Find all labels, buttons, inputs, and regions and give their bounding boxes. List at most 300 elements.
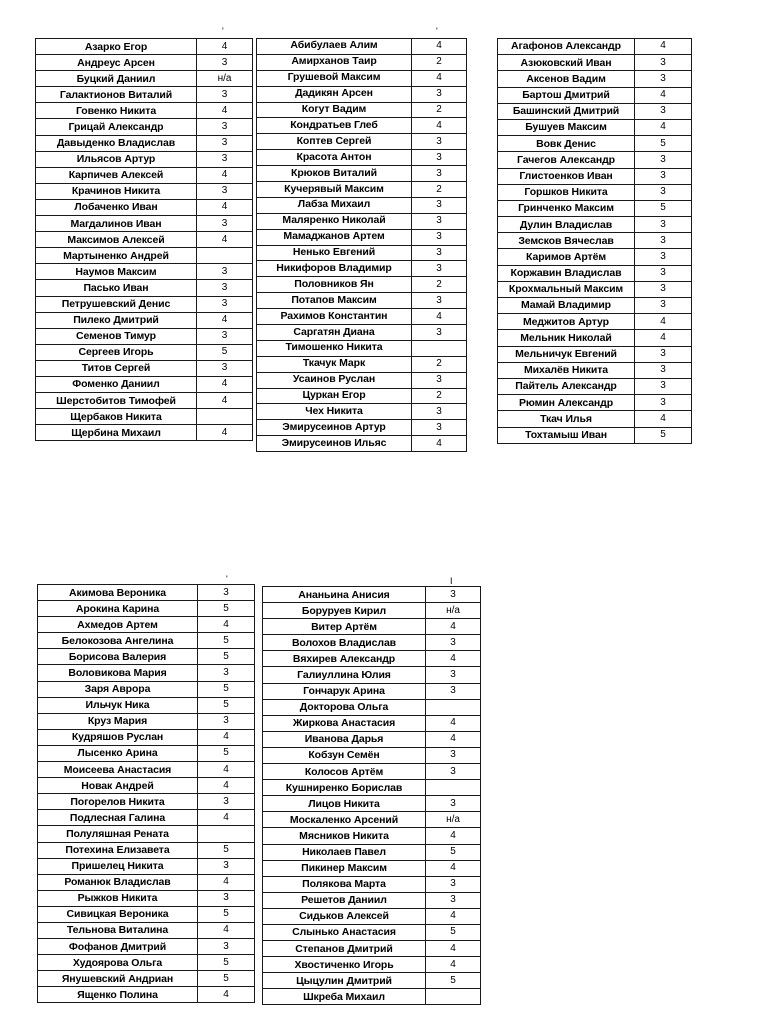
table-row [257,182,467,198]
grade-cell: 3 [412,245,467,261]
student-name: Круз Мария [38,713,198,729]
grade-cell: 4 [426,860,481,876]
student-name: Сергеев Игорь [36,344,197,360]
student-name: Коптев Сергей [257,134,412,150]
student-name: Эмирусеинов Артур [257,420,412,436]
table-row [498,87,692,103]
grade-cell: 3 [412,166,467,182]
grade-cell: 5 [426,924,481,940]
table-row [257,54,467,70]
grade-cell: 3 [635,152,692,168]
student-name: Галиуллина Юлия [263,667,426,683]
grade-cell: 5 [198,697,255,713]
grade-cell: 3 [197,328,253,344]
student-name: Пилеко Дмитрий [36,312,197,328]
student-name: Крачинов Никита [36,183,197,199]
table-row [257,404,467,420]
student-name: Цыцулин Дмитрий [263,973,426,989]
table-row [263,828,481,844]
grade-cell [197,248,253,264]
student-name: Вовк Денис [498,136,635,152]
grade-cell: 4 [412,436,467,452]
grade-cell: 4 [426,619,481,635]
table-row [498,119,692,135]
grade-cell: 4 [635,411,692,427]
student-name: Рюмин Александр [498,395,635,411]
table-row [257,245,467,261]
table-row [36,425,253,441]
grade-cell: 5 [197,344,253,360]
student-name: Дулин Владислав [498,217,635,233]
table-row [263,651,481,667]
table-row [38,633,255,649]
column-header-mark: ' [226,574,228,584]
student-name: Аксенов Вадим [498,71,635,87]
student-name: Глистоенков Иван [498,168,635,184]
table-row [257,70,467,86]
table-row [257,325,467,341]
grade-cell: 4 [635,39,692,55]
grade-cell: 5 [198,971,255,987]
grade-cell: 3 [635,281,692,297]
table-row [36,328,253,344]
table-row [257,277,467,293]
table-row [38,858,255,874]
table-row [263,764,481,780]
table-row [498,427,692,443]
student-name: Ткач Илья [498,411,635,427]
grade-cell: 3 [635,346,692,362]
grade-cell: 3 [426,796,481,812]
grade-cell: 3 [412,134,467,150]
table-row [38,729,255,745]
grade-cell: 3 [412,372,467,388]
table-row [38,810,255,826]
grade-cell: 2 [412,356,467,372]
table-row [38,890,255,906]
grade-cell: 3 [635,233,692,249]
student-name: Борисова Валерия [38,649,198,665]
table-row [257,356,467,372]
table-row [498,39,692,55]
student-name: Галактионов Виталий [36,87,197,103]
grade-cell: 4 [197,103,253,119]
table-row [38,842,255,858]
grade-cell: 3 [635,103,692,119]
grade-cell: 3 [426,683,481,699]
student-name: Ильчук Ника [38,697,198,713]
student-name: Шерстобитов Тимофей [36,393,197,409]
student-name: Кучерявый Максим [257,182,412,198]
student-name: Ахмедов Артем [38,617,198,633]
table-row [263,699,481,715]
table-row [38,681,255,697]
column-header-mark: I [450,576,453,586]
grade-cell: 4 [426,957,481,973]
student-name: Рыжков Никита [38,890,198,906]
table-row [498,378,692,394]
table-row [263,892,481,908]
grade-cell: 3 [635,362,692,378]
grade-cell: 5 [635,136,692,152]
table-row [36,280,253,296]
student-name: Ананьина Анисия [263,587,426,603]
grade-cell: 5 [426,973,481,989]
student-name: Агафонов Александр [498,39,635,55]
table-row [263,973,481,989]
student-name: Амирханов Таир [257,54,412,70]
table-row [257,340,467,356]
student-name: Потапов Максим [257,293,412,309]
table-row [257,118,467,134]
student-name: Погорелов Никита [38,794,198,810]
table-row [38,874,255,890]
grade-cell: 4 [412,309,467,325]
table-row [36,199,253,215]
table-row [257,150,467,166]
student-name: Арокина Карина [38,601,198,617]
grade-cell [197,409,253,425]
student-name: Мартыненко Андрей [36,248,197,264]
table-row [38,665,255,681]
student-name: Лысенко Арина [38,745,198,761]
student-name: Кушниренко Борислав [263,780,426,796]
student-name: Мамай Владимир [498,298,635,314]
table-row [38,971,255,987]
table-row [257,166,467,182]
grade-cell: 5 [198,633,255,649]
table-row [36,360,253,376]
table-row [498,346,692,362]
table-row [38,955,255,971]
student-name: Крюков Виталий [257,166,412,182]
student-name: Говенко Никита [36,103,197,119]
table-row [263,812,481,828]
student-name: Гончарук Арина [263,683,426,699]
table-row [263,924,481,940]
table-row [38,745,255,761]
student-name: Рахимов Константин [257,309,412,325]
grade-cell: 3 [635,217,692,233]
table-row [263,957,481,973]
grade-cell: 3 [412,420,467,436]
grades-table-3 [497,38,692,444]
grade-cell: 4 [198,617,255,633]
student-name: Эмирусеинов Ильяс [257,436,412,452]
grade-cell: 2 [412,182,467,198]
student-name: Тимошенко Никита [257,340,412,356]
table-row [257,388,467,404]
student-name: Заря Аврора [38,681,198,697]
table-row [38,601,255,617]
student-name: Потехина Елизавета [38,842,198,858]
table-row [498,184,692,200]
grade-cell: 4 [198,874,255,890]
grade-cell: 2 [412,277,467,293]
table-row [36,103,253,119]
grade-cell: 3 [426,892,481,908]
student-name: Лобаченко Иван [36,199,197,215]
table-row [38,939,255,955]
grade-cell: 3 [412,404,467,420]
grade-cell: 3 [426,876,481,892]
grade-cell: 3 [635,168,692,184]
student-name: Ященко Полина [38,987,198,1003]
student-name: Пасько Иван [36,280,197,296]
table-row [498,298,692,314]
table-row [36,264,253,280]
grade-cell: 3 [412,86,467,102]
grade-cell [412,340,467,356]
grade-cell: 3 [197,280,253,296]
student-name: Янушевский Андриан [38,971,198,987]
student-name: Пикинер Максим [263,860,426,876]
table-row [257,229,467,245]
student-name: Петрушевский Денис [36,296,197,312]
table-row [498,168,692,184]
grade-cell [426,780,481,796]
grade-cell: 3 [412,150,467,166]
grade-cell: 4 [197,376,253,392]
student-name: Буцкий Даниил [36,71,197,87]
table-row [263,731,481,747]
grade-cell: 3 [635,395,692,411]
student-name: Андреус Арсен [36,55,197,71]
table-row [263,780,481,796]
student-name: Меджитов Артур [498,314,635,330]
grade-cell: 3 [426,747,481,763]
table-row [263,941,481,957]
student-name: Мельник Николай [498,330,635,346]
grades-table-2 [256,38,467,452]
grade-cell: 3 [197,296,253,312]
grade-cell: 5 [198,649,255,665]
table-row [38,585,255,601]
student-name: Полякова Марта [263,876,426,892]
table-row [36,151,253,167]
table-row [36,216,253,232]
table-row [257,261,467,277]
grade-cell: 3 [426,764,481,780]
student-name: Пайтель Александр [498,378,635,394]
student-name: Воловикова Мария [38,665,198,681]
table-row [263,683,481,699]
table-row [263,587,481,603]
grade-cell: 4 [198,729,255,745]
grade-cell: 3 [198,665,255,681]
table-row [36,312,253,328]
table-row [263,989,481,1005]
student-name: Кудряшов Руслан [38,729,198,745]
student-name: Саргатян Диана [257,325,412,341]
student-name: Романюк Владислав [38,874,198,890]
student-name: Абибулаев Алим [257,39,412,55]
student-name: Иванова Дарья [263,731,426,747]
table-row [498,314,692,330]
table-row [36,39,253,55]
table-row [257,86,467,102]
student-name: Земсков Вячеслав [498,233,635,249]
grade-cell: 3 [635,378,692,394]
grade-cell: 3 [412,325,467,341]
grade-cell: 4 [197,393,253,409]
student-name: Витер Артём [263,619,426,635]
student-name: Сидьков Алексей [263,908,426,924]
grade-cell: 3 [197,264,253,280]
grade-cell: 3 [635,265,692,281]
grade-cell: 3 [198,794,255,810]
grade-cell: 3 [635,55,692,71]
grade-cell: н/а [426,812,481,828]
student-name: Мясников Никита [263,828,426,844]
table-row [38,778,255,794]
table-row [36,167,253,183]
grade-cell: 3 [197,360,253,376]
student-name: Давыденко Владислав [36,135,197,151]
table-row [263,635,481,651]
table-row [498,136,692,152]
student-name: Башинский Дмитрий [498,103,635,119]
grade-cell: 3 [635,298,692,314]
grade-cell: 4 [197,167,253,183]
table-row [38,906,255,922]
student-name: Моисеева Анастасия [38,762,198,778]
student-name: Михалёв Никита [498,362,635,378]
table-row [36,71,253,87]
student-name: Грицай Александр [36,119,197,135]
grade-cell: 3 [197,151,253,167]
grades-table-4 [37,584,255,1003]
grade-cell: 3 [198,890,255,906]
grade-cell: 4 [426,941,481,957]
grade-cell: 4 [197,312,253,328]
grade-cell: 3 [197,216,253,232]
grade-cell [426,989,481,1005]
student-name: Усаинов Руслан [257,372,412,388]
table-row [263,844,481,860]
student-name: Маляренко Николай [257,213,412,229]
table-row [36,248,253,264]
table-row [498,103,692,119]
table-row [263,715,481,731]
grades-table-1 [35,38,253,441]
table-row [36,344,253,360]
table-row [257,293,467,309]
table-row [36,183,253,199]
student-name: Щербина Михаил [36,425,197,441]
grade-cell: 5 [426,844,481,860]
student-name: Никифоров Владимир [257,261,412,277]
table-row [263,860,481,876]
table-row [38,826,255,842]
student-name: Ильясов Артур [36,151,197,167]
grade-cell: 3 [412,213,467,229]
grade-cell: 4 [198,922,255,938]
grade-cell [426,699,481,715]
table-row [257,102,467,118]
student-name: Решетов Даниил [263,892,426,908]
student-name: Фоменко Даниил [36,376,197,392]
grade-cell: 2 [412,54,467,70]
grade-cell: 5 [635,427,692,443]
student-name: Белокозова Ангелина [38,633,198,649]
table-row [38,713,255,729]
table-row [498,152,692,168]
grade-cell: 3 [197,119,253,135]
table-row [36,119,253,135]
table-row [498,233,692,249]
grade-cell: 3 [635,184,692,200]
student-name: Николаев Павел [263,844,426,860]
table-row [257,197,467,213]
grade-cell: 3 [198,858,255,874]
table-row [36,87,253,103]
grade-cell: 3 [426,667,481,683]
student-name: Кондратьев Глеб [257,118,412,134]
grade-cell: 4 [635,314,692,330]
table-row [38,649,255,665]
column-header-mark: ' [222,26,224,36]
table-row [257,372,467,388]
grade-cell: 4 [198,810,255,826]
student-name: Азарко Егор [36,39,197,55]
student-name: Ткачук Марк [257,356,412,372]
grade-cell: 3 [412,229,467,245]
grade-cell: н/а [197,71,253,87]
grade-cell: 3 [198,713,255,729]
grade-cell: 3 [412,293,467,309]
table-row [498,55,692,71]
student-name: Пришелец Никита [38,858,198,874]
student-name: Крохмальный Максим [498,281,635,297]
table-row [263,908,481,924]
grade-cell: 4 [426,828,481,844]
grade-cell: 3 [412,261,467,277]
table-row [38,987,255,1003]
grade-cell: 3 [635,249,692,265]
student-name: Слынько Анастасия [263,924,426,940]
student-name: Половников Ян [257,277,412,293]
table-row [36,55,253,71]
grade-cell: 5 [198,955,255,971]
grade-cell: 5 [198,681,255,697]
table-row [38,697,255,713]
grade-cell: 4 [198,762,255,778]
table-row [498,362,692,378]
table-row [38,922,255,938]
table-row [257,420,467,436]
table-row [498,281,692,297]
grade-cell: 4 [426,731,481,747]
grade-cell: 5 [198,601,255,617]
student-name: Гачегов Александр [498,152,635,168]
student-name: Красота Антон [257,150,412,166]
student-name: Гринченко Максим [498,200,635,216]
table-row [38,794,255,810]
student-name: Шкреба Михаил [263,989,426,1005]
grade-cell: 4 [197,39,253,55]
student-name: Бушуев Максим [498,119,635,135]
table-row [257,436,467,452]
student-name: Карпичев Алексей [36,167,197,183]
grade-cell: 4 [197,425,253,441]
table-row [498,249,692,265]
grade-cell: 3 [197,183,253,199]
grade-cell: 3 [412,197,467,213]
student-name: Москаленко Арсений [263,812,426,828]
grades-table-5 [262,586,481,1005]
student-name: Коржавин Владислав [498,265,635,281]
